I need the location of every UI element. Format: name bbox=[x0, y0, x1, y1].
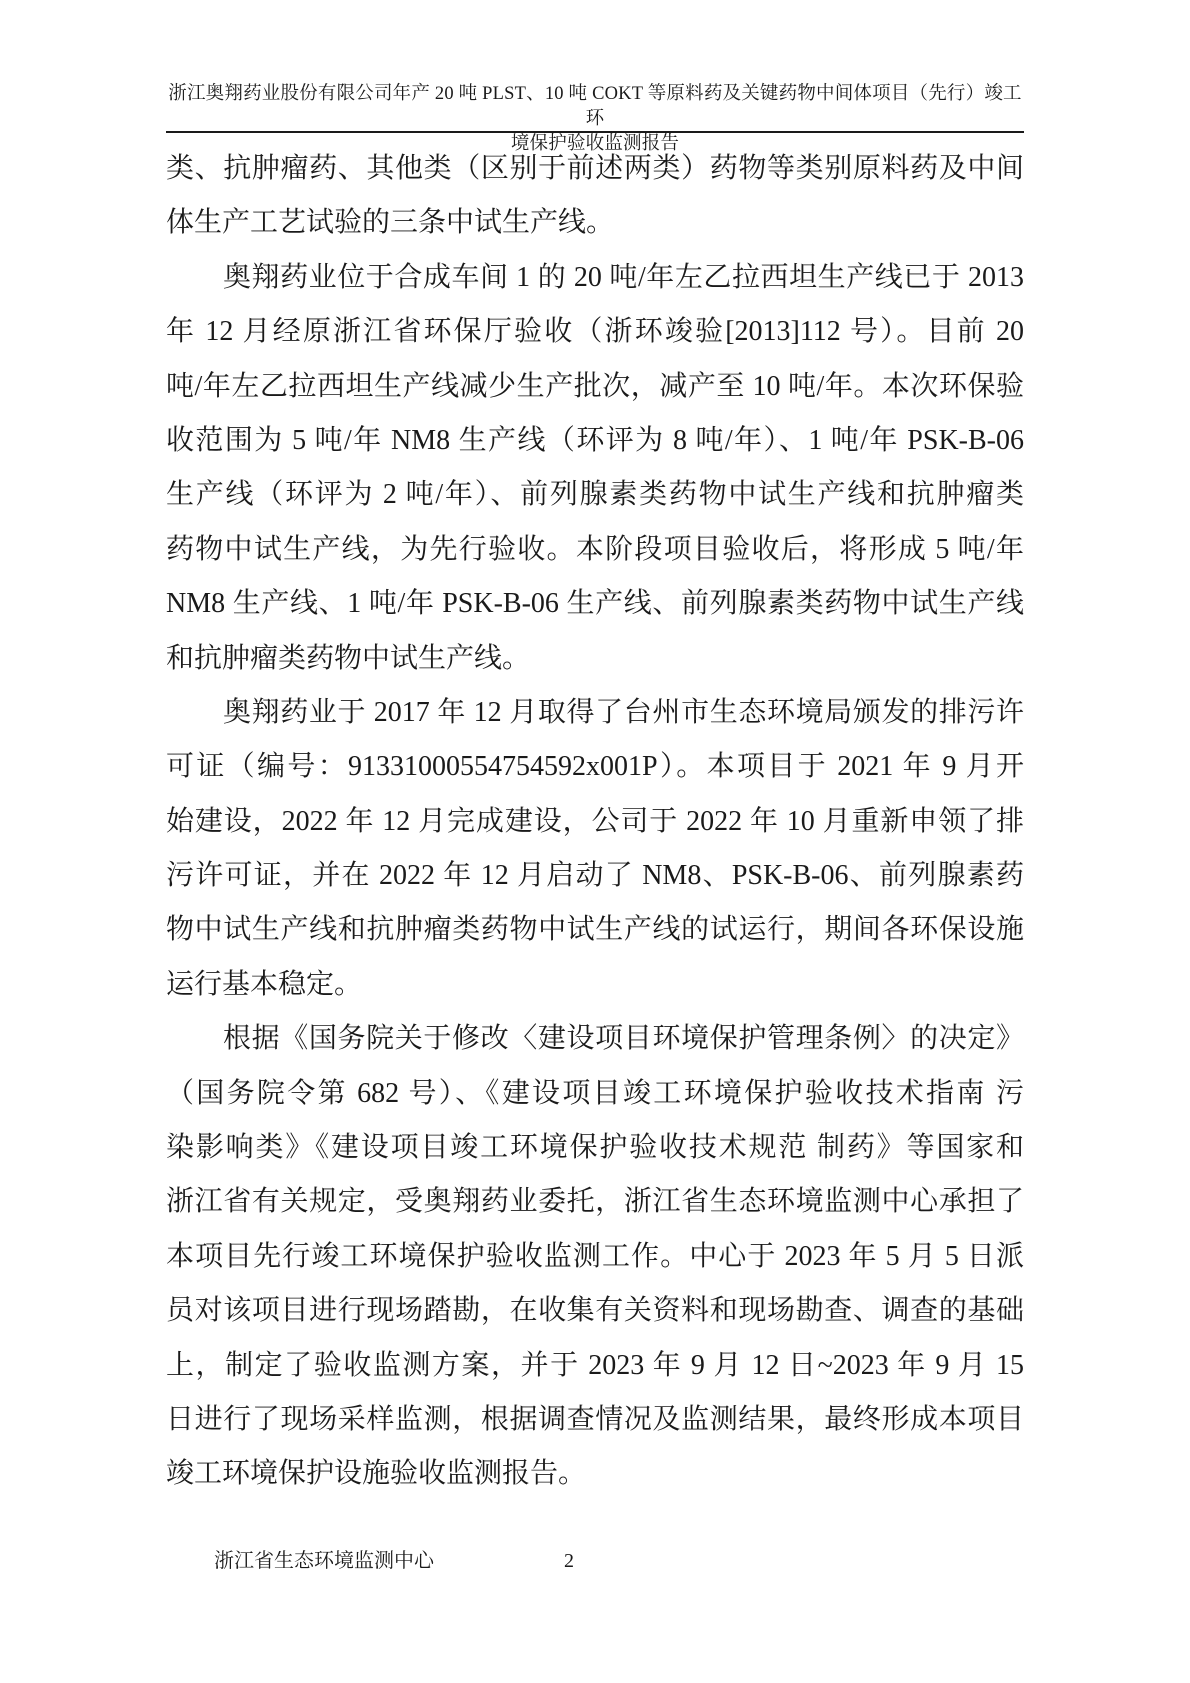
body-line: 年 12 月经原浙江省环保厅验收（浙环竣验[2013]112 号）。目前 20 bbox=[166, 316, 1024, 348]
page-footer bbox=[166, 1548, 1024, 1578]
body-line: 上，制定了验收监测方案，并于 2023 年 9 月 12 日~2023 年 9 月 15 bbox=[166, 1349, 1024, 1381]
body-line: 生产线（环评为 2 吨/年）、前列腺素类药物中试生产线和抗肿瘤类 bbox=[166, 479, 1024, 511]
body-line: 药物中试生产线，为先行验收。本阶段项目验收后，将形成 5 吨/年 bbox=[166, 533, 1024, 565]
body-line: 吨/年左乙拉西坦生产线减少生产批次，减产至 10 吨/年。本次环保验 bbox=[166, 370, 1024, 402]
body-line: 和抗肿瘤类药物中试生产线。 bbox=[166, 642, 531, 674]
body-line: 可证（编号：91331000554754592x001P）。本项目于 2021 年 9 月开 bbox=[166, 751, 1024, 783]
body-line: 染影响类》《建设项目竣工环境保护验收技术规范 制药》等国家和 bbox=[166, 1132, 1024, 1164]
body-line: （国务院令第 682 号）、《建设项目竣工环境保护验收技术指南 污 bbox=[166, 1077, 1024, 1109]
header-title-line1: 浙江奥翔药业股份有限公司年产 20 吨 PLST、10 吨 COKT 等原料药及关键药物中间体项目（先行）竣工环 bbox=[168, 84, 1022, 129]
body-line: 污许可证，并在 2022 年 12 月启动了 NM8、PSK-B-06、前列腺素药 bbox=[166, 860, 1024, 892]
body-line: 竣工环境保护设施验收监测报告。 bbox=[166, 1458, 587, 1490]
footer-page-number: 2 bbox=[564, 1550, 574, 1572]
header-divider bbox=[166, 131, 1024, 133]
body-line: 员对该项目进行现场踏勘，在收集有关资料和现场勘查、调查的基础 bbox=[166, 1295, 1024, 1327]
body-line: 体生产工艺试验的三条中试生产线。 bbox=[166, 207, 615, 239]
body-line: 运行基本稳定。 bbox=[166, 968, 363, 1000]
body-line: 奥翔药业于 2017 年 12 月取得了台州市生态环境局颁发的排污许 bbox=[223, 696, 1024, 728]
body-line: 收范围为 5 吨/年 NM8 生产线（环评为 8 吨/年）、1 吨/年 PSK-B-06 bbox=[166, 424, 1024, 456]
body-line: 物中试生产线和抗肿瘤类药物中试生产线的试运行，期间各环保设施 bbox=[166, 914, 1024, 946]
body-line: 根据《国务院关于修改〈建设项目环境保护管理条例〉的决定》 bbox=[223, 1023, 1024, 1055]
footer-organization: 浙江省生态环境监测中心 bbox=[214, 1550, 434, 1572]
body-line: 浙江省有关规定，受奥翔药业委托，浙江省生态环境监测中心承担了 bbox=[166, 1186, 1024, 1218]
body-line: NM8 生产线、1 吨/年 PSK-B-06 生产线、前列腺素类药物中试生产线 bbox=[166, 588, 1024, 620]
body-line: 奥翔药业位于合成车间 1 的 20 吨/年左乙拉西坦生产线已于 2013 bbox=[223, 261, 1024, 293]
document-body bbox=[166, 142, 1024, 1502]
body-line: 日进行了现场采样监测，根据调查情况及监测结果，最终形成本项目 bbox=[166, 1403, 1024, 1435]
body-line: 本项目先行竣工环境保护验收监测工作。中心于 2023 年 5 月 5 日派 bbox=[166, 1240, 1024, 1272]
body-line: 始建设，2022 年 12 月完成建设，公司于 2022 年 10 月重新申领了排 bbox=[166, 805, 1024, 837]
header-title-line2: 境保护验收监测报告 bbox=[510, 134, 680, 154]
body-line: 类、抗肿瘤药、其他类（区别于前述两类）药物等类别原料药及中间 bbox=[166, 153, 1024, 184]
